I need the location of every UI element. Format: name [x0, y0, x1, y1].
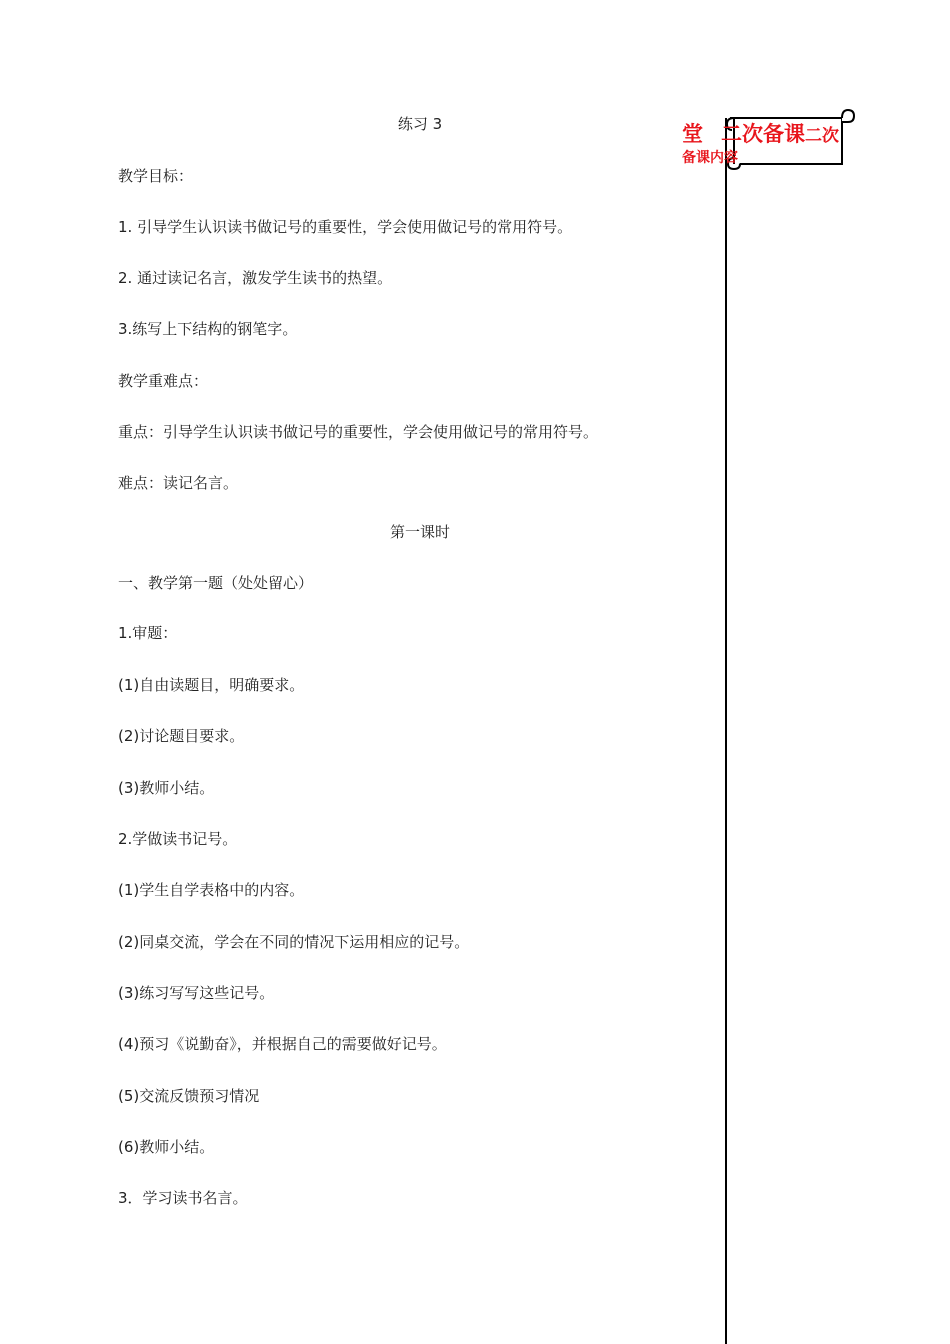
- text-line: (1)自由读题目，明确要求。: [118, 676, 305, 694]
- document-title: 练习 3: [397, 115, 443, 133]
- banner-text-b: 二次备课: [721, 122, 805, 146]
- text-line: (3)教师小结。: [118, 779, 215, 797]
- text-line: (3)练习写写这些记号。: [118, 984, 275, 1002]
- margin-vertical-rule: [725, 118, 727, 1344]
- text-line: (5)交流反馈预习情况: [118, 1087, 260, 1105]
- text-line: 2. 通过读记名言，激发学生读书的热望。: [118, 269, 393, 287]
- banner-subheading: 备课内容: [682, 150, 738, 166]
- text-line: (1)学生自学表格中的内容。: [118, 881, 305, 899]
- section-heading: 第一课时: [389, 523, 450, 541]
- text-line: 重点：引导学生认识读书做记号的重要性，学会使用做记号的常用符号。: [118, 423, 599, 441]
- text-line: 一、教学第一题（处处留心）: [118, 574, 314, 592]
- text-line: (2)同桌交流，学会在不同的情况下运用相应的记号。: [118, 933, 470, 951]
- text-line: 2.学做读书记号。: [118, 830, 238, 848]
- text-line: 3.练写上下结构的钢笔字。: [118, 320, 298, 338]
- banner-text-c: 二次: [805, 126, 839, 146]
- banner-heading: [682, 118, 839, 148]
- banner-text-a: 堂: [682, 122, 703, 146]
- text-line: (6)教师小结。: [118, 1138, 215, 1156]
- text-line: 3．学习读书名言。: [118, 1189, 248, 1207]
- text-line: 1. 引导学生认识读书做记号的重要性，学会使用做记号的常用符号。: [118, 218, 573, 236]
- text-line: 难点：读记名言。: [118, 474, 239, 492]
- text-line: 1.审题：: [118, 624, 178, 642]
- text-line: 教学重难点：: [118, 372, 209, 390]
- text-line: (4)预习《说勤奋》，并根据自己的需要做好记号。: [118, 1035, 447, 1053]
- text-line: 教学目标：: [118, 167, 194, 185]
- text-line: (2)讨论题目要求。: [118, 727, 245, 745]
- scroll-banner: [682, 108, 858, 168]
